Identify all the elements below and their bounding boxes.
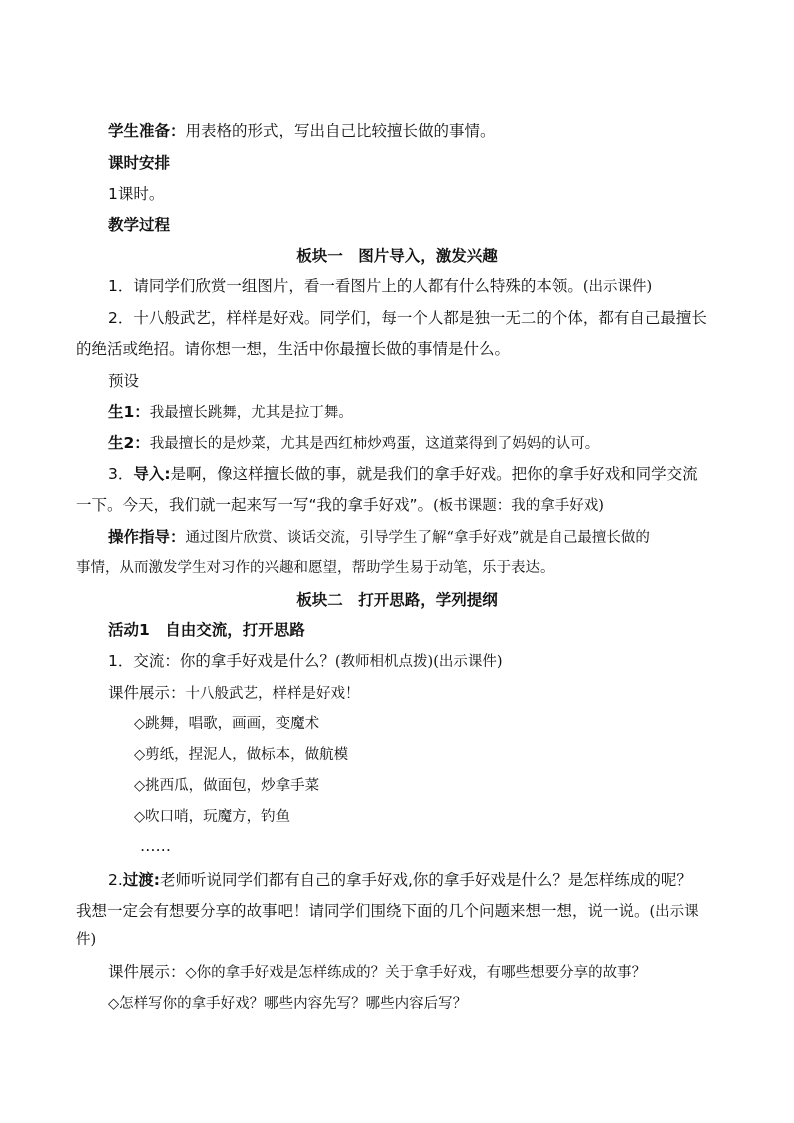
guide-text1: 通过图片欣赏、谈话交流，引导学生了解“拿手好戏”就是自己最擅长做的 [185,530,650,546]
courseware-show-2 [108,962,646,983]
block1-item3-label: 导入: [133,465,171,483]
schedule-heading: 课时安排 [108,154,171,172]
block1-item2-line2: 的绝活或绝招。请你想一想，生活中你最擅长做的事情是什么。 [76,340,511,358]
courseware-text-1: 十八般武艺，样样是好戏！ [185,686,360,702]
list-item: ◇挑西瓜，做面包，炒拿手菜 [134,778,320,794]
student-prep [108,121,496,141]
block2-item2-label: 过渡: [122,871,160,889]
block1-item1-note: (出示课件) [582,279,653,295]
block2-item2-line3: 件) [76,932,97,948]
block2-item2-num: 2. [108,871,123,889]
block1-item1-text: 1．请同学们欣赏一组图片，看一看图片上的人都有什么特殊的本领。 [108,277,583,295]
process-heading: 教学过程 [108,216,171,234]
block2-item2-note: (出示课 [649,904,699,920]
block1-title: 板块一 图片导入，激发兴趣 [296,247,498,265]
student1-answer [108,402,353,423]
block2-item2-text2: 我想一定会有想要分享的故事吧！请同学们围绕下面的几个问题来想一想，说一说。 [76,902,650,920]
block1-item3-text1: 是啊，像这样擅长做的事，就是我们的拿手好戏。把你的拿手好戏和同学交流 [170,465,698,483]
block2-item2-line1 [108,870,692,890]
courseware-label-2: 课件展示： [108,963,186,981]
schedule-value: 1课时。 [108,185,165,203]
block2-title: 板块二 打开思路，学列提纲 [296,591,498,609]
question-2: ◇怎样写你的拿手好戏？哪些内容先写？哪些内容后写？ [108,996,468,1012]
list-item: ◇跳舞，唱歌，画画，变魔术 [134,716,320,732]
student2-label: 生2： [108,434,150,452]
block1-item3-text2: 一下。今天，我们就一起来写一写“我的拿手好戏”。 [76,496,434,514]
courseware-label-1: 课件展示： [108,684,186,702]
student2-text: 我最擅长的是炒菜，尤其是西红柿炒鸡蛋，这道菜得到了妈妈的认可。 [149,436,600,452]
block2-item2-line2 [76,901,699,922]
courseware-text-2: ◇你的拿手好戏是怎样练成的？关于拿手好戏，有哪些想要分享的故事？ [185,965,647,981]
activity1-heading: 活动1 自由交流，打开思路 [108,621,305,639]
student2-answer [108,433,599,454]
guide-line1 [108,527,650,548]
block2-item1-text: 1．交流：你的拿手好戏是什么？ [108,652,335,670]
block1-item3-line1 [108,464,698,484]
list-ellipsis: …… [140,837,171,855]
student1-label: 生1： [108,403,150,421]
list-item: ◇吹口哨，玩魔方，钓鱼 [134,809,291,825]
courseware-show-1 [108,683,360,704]
block1-item3-line2 [76,495,604,516]
block1-item1 [108,276,652,297]
guide-label: 操作指导： [108,528,186,546]
block1-item3-note: (板书课题：我的拿手好戏) [433,498,604,514]
preset-label: 预设 [108,372,140,390]
block2-item1-note: (教师相机点拨)(出示课件) [334,654,503,670]
student1-text: 我最擅长跳舞，尤其是拉丁舞。 [149,405,353,421]
student-prep-text: 用表格的形式，写出自己比较擅长做的事情。 [185,122,496,140]
block2-item1 [108,651,503,672]
student-prep-label: 学生准备： [108,122,186,140]
block1-item3-num: 3． [108,465,134,483]
block2-item2-text1: 老师听说同学们都有自己的拿手好戏,你的拿手好戏是什么？是怎样练成的呢？ [160,871,692,889]
list-item: ◇剪纸，捏泥人，做标本，做航模 [134,747,349,763]
block1-item2-line1: 2．十八般武艺，样样是好戏。同学们，每一个人都是独一无二的个体，都有自己最擅长 [108,309,707,327]
guide-line2: 事情，从而激发学生对习作的兴趣和愿望，帮助学生易于动笔，乐于表达。 [76,560,555,576]
